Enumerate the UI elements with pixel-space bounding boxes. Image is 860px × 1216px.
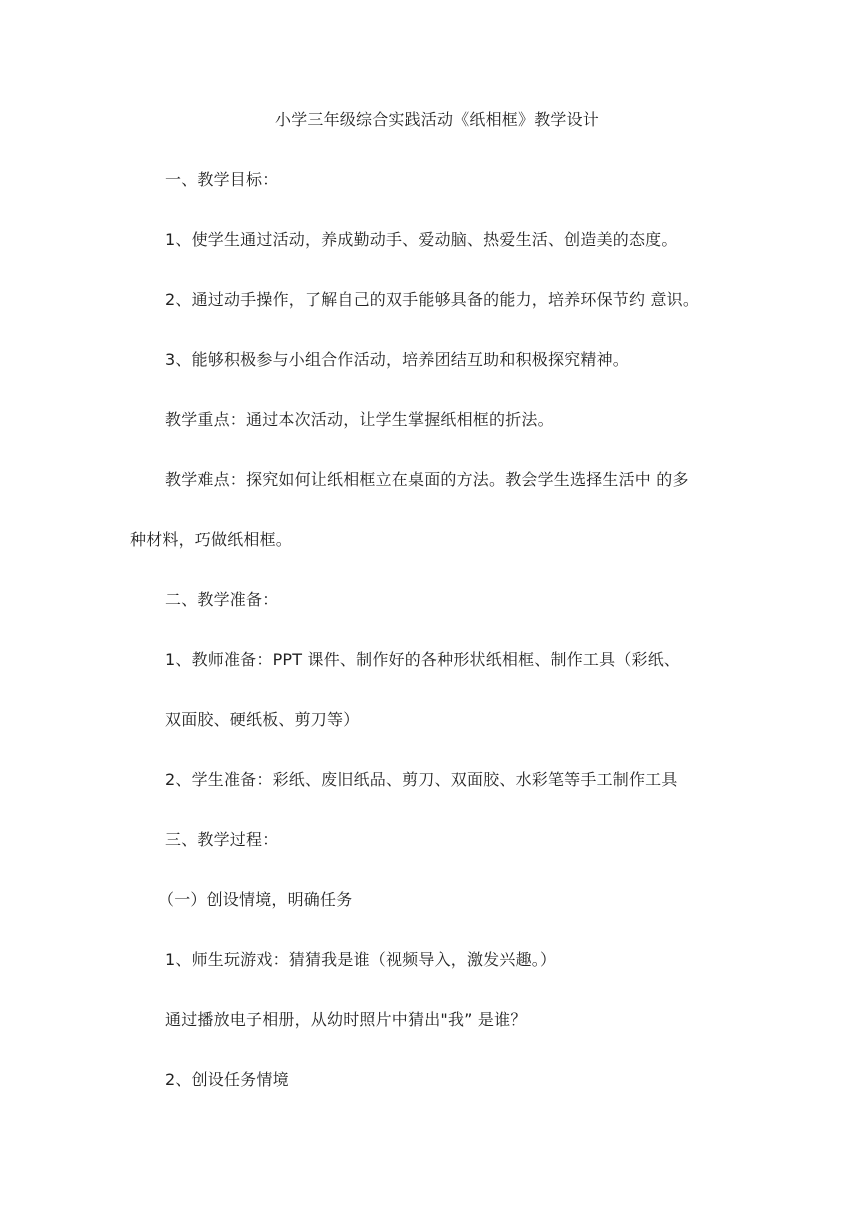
objective-1: 1、使学生通过活动，养成勤动手、爱动脑、热爱生活、创造美的态度。 [165,230,678,249]
teacher-preparation-continued: 双面胶、硬纸板、剪刀等） [165,710,360,729]
objective-3: 3、能够积极参与小组合作活动，培养团结互助和积极探究精神。 [165,350,629,369]
difficult-point-continued: 种材料，巧做纸相框。 [130,530,293,549]
key-point: 教学重点：通过本次活动，让学生掌握纸相框的折法。 [165,410,554,429]
document-title: 小学三年级综合实践活动《纸相框》教学设计 [275,110,600,129]
teacher-preparation: 1、教师准备：PPT 课件、制作好的各种形状纸相框、制作工具（彩纸、 [165,650,681,669]
process-step-2: 2、创设任务情境 [165,1070,289,1089]
difficult-point: 教学难点：探究如何让纸相框立在桌面的方法。教会学生选择生活中 的多 [165,470,689,489]
section-heading-objectives: 一、教学目标： [165,170,279,189]
objective-2: 2、通过动手操作，了解自己的双手能够具备的能力，培养环保节约 意识。 [165,290,700,309]
section-heading-preparation: 二、教学准备： [165,590,279,609]
subsection-heading-situation: （一）创设情境，明确任务 [158,890,353,909]
process-step-1: 1、师生玩游戏：猜猜我是谁（视频导入，激发兴趣。） [165,950,557,969]
section-heading-process: 三、教学过程： [165,830,279,849]
process-step-1-detail: 通过播放电子相册，从幼时照片中猜出"我” 是谁？ [165,1010,527,1029]
student-preparation: 2、学生准备：彩纸、废旧纸品、剪刀、双面胶、水彩笔等手工制作工具 [165,770,678,789]
